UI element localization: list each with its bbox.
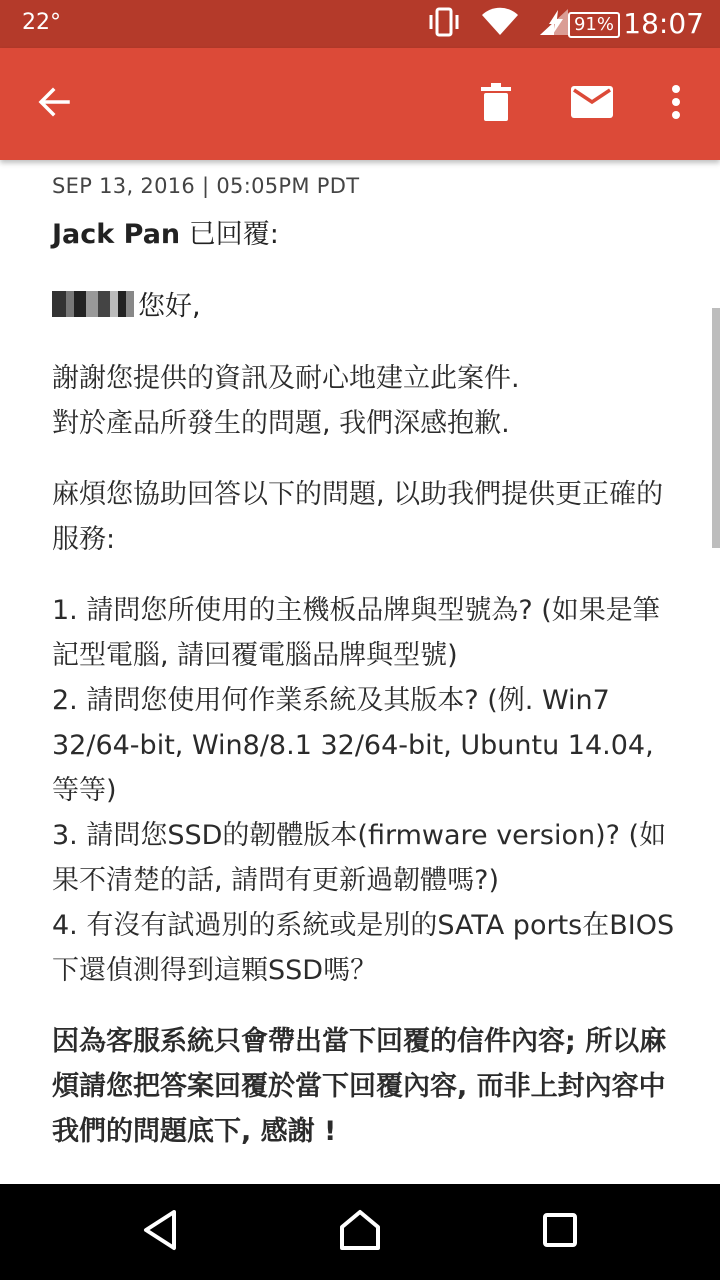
list-item: 3. 請問您SSD的韌體版本(firmware version)? (如果不清楚的話, 請問有更新過韌體嗎?) (52, 820, 667, 896)
mail-icon (571, 86, 613, 122)
back-button[interactable] (26, 76, 82, 132)
nav-recent-icon (542, 1212, 578, 1252)
message-date: SEP 13, 2016 | 05:05PM PDT (52, 174, 360, 198)
more-icon (671, 84, 681, 124)
author-suffix: 已回覆: (180, 219, 279, 250)
charging-icon (548, 10, 564, 39)
nav-recent-button[interactable] (536, 1208, 584, 1256)
paragraph-thanks: 謝謝您提供的資訊及耐心地建立此案件. 對於產品所發生的問題, 我們深感抱歉. (52, 363, 520, 439)
wifi-icon (480, 7, 520, 41)
greeting (52, 284, 201, 323)
list-item: 1. 請問您所使用的主機板品牌與型號為? (如果是筆記型電腦, 請回覆電腦品牌與型號) (52, 595, 660, 671)
notice-paragraph: 因為客服系統只會帶出當下回覆的信件內容; 所以麻煩請您把答案回覆於當下回覆內容, 而非上封內容中我們的問題底下, 感謝 ! (52, 1026, 667, 1147)
battery-indicator (548, 10, 620, 39)
vibrate-icon (426, 7, 462, 41)
nav-home-button[interactable] (336, 1208, 384, 1256)
status-time: 18:07 (623, 7, 704, 40)
delete-icon (481, 83, 511, 125)
nav-home-icon (338, 1209, 382, 1255)
greeting-text: 您好, (138, 291, 201, 322)
navigation-bar (0, 1184, 720, 1280)
redacted-name (52, 291, 134, 317)
status-bar (0, 0, 720, 48)
author-line (52, 212, 279, 251)
question-list (52, 588, 677, 993)
delete-button[interactable] (468, 76, 524, 132)
nav-back-button[interactable] (136, 1208, 184, 1256)
back-arrow-icon (36, 84, 72, 124)
list-item: 4. 有沒有試過別的系統或是別的SATA ports在BIOS下還偵測得到這顆SSD嗎？ (52, 910, 675, 986)
mark-unread-button[interactable] (564, 76, 620, 132)
status-temperature: 22° (22, 10, 61, 35)
paragraph-request: 麻煩您協助回答以下的問題, 以助我們提供更正確的服務: (52, 479, 664, 555)
author-name: Jack Pan (52, 219, 181, 250)
message-body[interactable] (0, 160, 720, 1184)
list-item: 2. 請問您使用何作業系統及其版本? (例. Win7 32/64-bit, Win8/8.1 32/64-bit, Ubuntu 14.04, 等等) (52, 685, 654, 806)
scrollbar[interactable] (712, 308, 720, 548)
nav-back-icon (140, 1208, 180, 1256)
app-bar (0, 48, 720, 160)
message-text (52, 356, 677, 1154)
more-options-button[interactable] (648, 76, 704, 132)
battery-percent: 91% (568, 12, 620, 38)
